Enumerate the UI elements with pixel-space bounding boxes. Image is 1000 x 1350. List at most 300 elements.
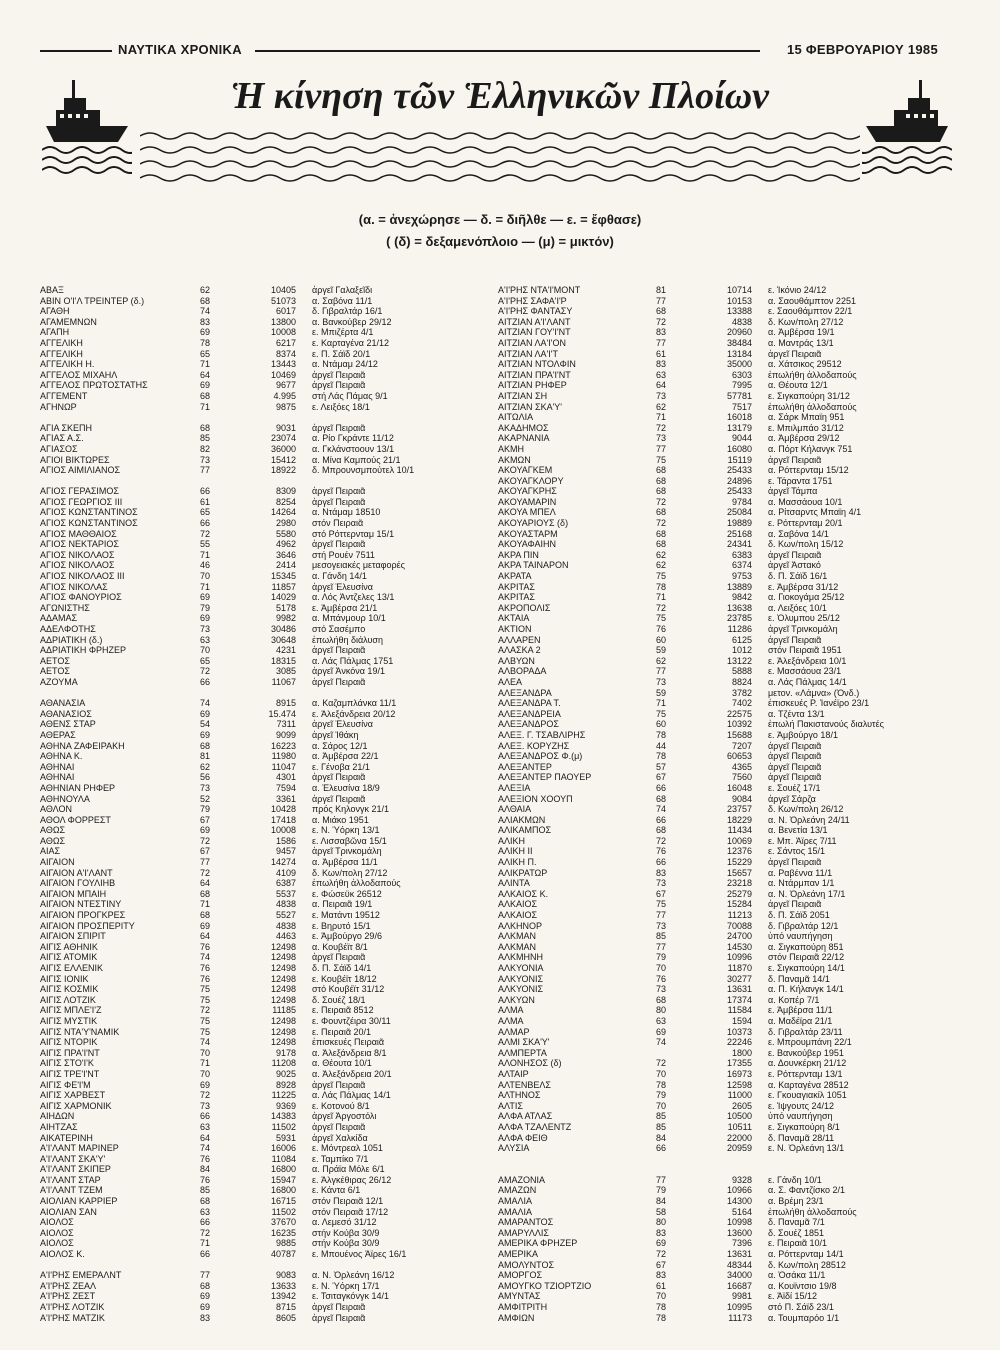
- ship-entry: [40, 815, 490, 826]
- ship-name: ΑΚΟΥΑΓΚΛΟΡΥ: [498, 475, 564, 486]
- tonnage: 12498: [270, 973, 296, 984]
- build-year: 59: [655, 645, 666, 656]
- tonnage: 30648: [270, 634, 296, 645]
- ship-name: ΑΓΙΟΣ ΝΙΚΟΛΑΣ: [40, 581, 108, 592]
- tonnage: 3361: [275, 793, 296, 804]
- ship-name: ΑΙΤΖΙΑΝ ΛΑ'Ι'ΟΝ: [498, 337, 566, 348]
- ship-status: δ. Κων/πολη 26/12: [768, 804, 844, 815]
- tonnage: 23074: [270, 433, 296, 444]
- build-year: 85: [655, 1121, 666, 1132]
- ship-entry: [40, 359, 490, 370]
- ship-entry: [40, 666, 490, 677]
- ship-name: ΑΛΙΚΑΜΠΟΣ: [498, 825, 552, 836]
- ship-name: ΑΙΓΙΣ ΕΛΛΕΝΙΚ: [40, 963, 104, 973]
- tonnage: 14029: [270, 592, 296, 603]
- ship-status: στό Ρόττερνταμ 15/1: [312, 528, 395, 539]
- ship-entry: [40, 772, 490, 783]
- ship-status: α. Λάς Πάλμας 14/1: [768, 676, 847, 687]
- ship-name: ΑΙΓΙΣ ΑΤΟΜΙΚ: [40, 952, 98, 963]
- ship-status: ἀργεῖ Τρινκομάλη: [768, 624, 838, 634]
- build-year: 75: [655, 899, 666, 910]
- build-year: 68: [655, 507, 666, 518]
- ship-name: ΑΛΤΑΙΡ: [498, 1068, 529, 1079]
- ship-name: ΑΓΩΝΙΣΤΗΣ: [40, 602, 90, 613]
- build-year: 63: [655, 1015, 666, 1026]
- ship-name: Α'Ι'ΛΑΝΤ ΣΚΙΠΕΡ: [40, 1164, 111, 1175]
- ship-entry: [498, 645, 948, 656]
- tonnage: 11857: [271, 581, 296, 592]
- tonnage: 18922: [270, 465, 296, 476]
- ship-status: α. Ἀλεξάνδρεια 20/1: [312, 1068, 392, 1079]
- ship-entry: [40, 1217, 490, 1228]
- tonnage: 9084: [731, 793, 752, 804]
- ship-entry: [40, 582, 490, 593]
- ship-status: α. Λός Ἀντζελες 13/1: [312, 592, 395, 603]
- build-year: 67: [655, 772, 666, 783]
- ship-status: ε. Πειραιᾶ 8512: [312, 1005, 374, 1016]
- ship-status: α. Δουνκέρκη 21/12: [768, 1058, 847, 1069]
- ship-status: α. Ἀμβέρσα 29/12: [768, 433, 840, 444]
- tonnage: 23757: [726, 804, 752, 815]
- tonnage: 10469: [270, 369, 296, 380]
- build-year: 80: [655, 1005, 666, 1016]
- ship-name: ΑΛΜΙ ΣΚΑ'Υ': [498, 1037, 550, 1048]
- build-year: 78: [655, 729, 666, 740]
- ship-name: ΑΛΕΞΙΟΝ ΧΟΟΥΠ: [498, 793, 573, 804]
- build-year: 81: [655, 285, 666, 295]
- tonnage: 12498: [270, 1026, 296, 1037]
- ship-entry: [498, 963, 948, 974]
- ship-entry: [40, 1111, 490, 1122]
- ship-name: ΑΙΓΙΣ ΚΟΣΜΙΚ: [40, 984, 99, 995]
- tonnage: 16080: [726, 443, 752, 454]
- ship-status: α. Ἀμβέρσα 19/1: [768, 327, 835, 338]
- build-year: 66: [655, 1143, 666, 1154]
- header-rule-left: [40, 50, 112, 52]
- ship-status: α. Ρίτσαρντς Μπαϊη 4/1: [768, 507, 862, 518]
- ship-entry: [498, 942, 948, 953]
- ship-status: α. Ν. Ὀρλεάνη 17/1: [768, 888, 846, 899]
- ship-status: στό Π. Σάϊδ 23/1: [768, 1302, 834, 1312]
- ship-name: ΑΛΚΥΩΝ: [498, 994, 535, 1005]
- build-year: 76: [655, 624, 666, 634]
- ship-name: ΑΛΕΞ. Γ. ΤΣΑΒΛΙΡΗΣ: [498, 729, 586, 740]
- ship-status: στή Λάς Πάμας 9/1: [312, 390, 388, 401]
- build-year: 70: [199, 1047, 210, 1058]
- ship-entry: [40, 1164, 490, 1175]
- ship-entry: [40, 825, 490, 836]
- ship-entry: [40, 656, 490, 667]
- ship-entry: [40, 836, 490, 847]
- ship-status: ἀργεῖ Πειραιᾶ: [768, 772, 822, 783]
- ship-status: ε. Ἀμβέρσα 21/1: [312, 602, 378, 613]
- ship-name: ΑΘΕΝΣ ΣΤΑΡ: [40, 719, 96, 730]
- build-year: 78: [655, 1079, 666, 1090]
- ship-name: ΑΜΥΝΤΑΣ: [498, 1291, 541, 1302]
- ship-name: ΑΚΑΔΗΜΟΣ: [498, 422, 549, 433]
- ship-name: ΑΘΩΣ: [40, 825, 66, 836]
- tonnage: 19889: [726, 518, 752, 529]
- ship-status: ε. Ματάντι 19512: [312, 910, 380, 921]
- tonnage: 9885: [275, 1238, 296, 1249]
- tonnage: 15.474: [268, 708, 296, 719]
- ship-name: ΑΚΡΑ ΤΑΙΝΑΡΟΝ: [498, 560, 569, 571]
- ship-status: δ. Παναμᾶ 14/1: [768, 973, 830, 984]
- ship-name: ΑΙΤΖΙΑΝ ΝΤΟΛΦΙΝ: [498, 359, 576, 370]
- ship-entry: [40, 857, 490, 868]
- ship-entry: [40, 624, 490, 635]
- ship-status: α. Λάς Πάλμας 14/1: [312, 1090, 391, 1101]
- ship-name: ΑΕΤΟΣ: [40, 655, 70, 666]
- tonnage: 14383: [270, 1111, 296, 1122]
- ship-name: ΑΓΑΜΕΜΝΩΝ: [40, 316, 97, 327]
- ship-name: Α'Ι'ΡΗΣ ΦΑΝΤΑΣΥ: [498, 306, 573, 317]
- tonnage: 17355: [726, 1058, 752, 1069]
- build-year: 72: [199, 666, 210, 677]
- tonnage: 16235: [270, 1227, 296, 1238]
- build-year: 72: [655, 518, 666, 529]
- tonnage: 1800: [731, 1047, 752, 1058]
- ship-entry: [40, 613, 490, 624]
- tonnage: 9031: [275, 422, 296, 433]
- build-year: 68: [199, 295, 210, 306]
- ship-entry: [498, 359, 948, 370]
- ship-entry: [498, 815, 948, 826]
- ship-entry: [40, 423, 490, 434]
- section-gap: [40, 688, 490, 699]
- ship-name: ΑΘΗΝΑΙ: [40, 772, 75, 783]
- ship-status: ἀργεῖ Πειραιᾶ: [312, 793, 366, 804]
- tonnage: 7207: [731, 740, 752, 751]
- tonnage: 12498: [270, 941, 296, 952]
- tonnage: 24896: [726, 475, 752, 486]
- ship-entry: [498, 444, 948, 455]
- tonnage: 11870: [727, 963, 752, 973]
- ship-status: ἀργεῖ Χαλκίδα: [312, 1132, 368, 1143]
- ship-status: ἀργεῖ Πειραιᾶ: [768, 761, 822, 772]
- ship-status: α. Μαντράς 13/1: [768, 337, 834, 348]
- ship-status: ἐπωλήθη διάλυση: [312, 634, 383, 645]
- ship-status: ε. Φουντζέιρα 30/11: [312, 1015, 391, 1026]
- tonnage: 25279: [726, 888, 752, 899]
- ship-entry: [40, 518, 490, 529]
- ship-entry: [498, 317, 948, 328]
- ship-entry: [498, 952, 948, 963]
- build-year: 61: [655, 1280, 666, 1291]
- ship-status: ἀργεῖ Ἐλευσίνα: [312, 581, 373, 592]
- ship-name: ΑΓΓΕΛΙΚΗ: [40, 348, 83, 359]
- ship-status: ὑπό ναυπήγηση: [768, 1111, 833, 1122]
- ship-entry: [40, 741, 490, 752]
- ship-status: δ. Κων/πολη 27/12: [312, 867, 388, 878]
- build-year: 70: [199, 1068, 210, 1079]
- tonnage: 25084: [726, 507, 752, 518]
- ship-status: ἀργεῖ Ἀστακό: [768, 560, 821, 571]
- ship-name: ΑΙΓΑΙΟΝ ΣΠΙΡΙΤ: [40, 931, 106, 942]
- tonnage: 10511: [727, 1121, 752, 1132]
- ship-name: ΑΛΦΑ ΦΕΙΘ: [498, 1132, 548, 1143]
- ship-name: ΑΙΟΛΟΣ Κ.: [40, 1249, 85, 1260]
- build-year: 84: [655, 1196, 666, 1207]
- ship-name: ΑΓΑΠΗ: [40, 327, 70, 338]
- tonnage: 9328: [731, 1174, 752, 1185]
- tonnage: 10373: [726, 1026, 752, 1037]
- build-year: 85: [655, 1111, 666, 1122]
- tonnage: 10998: [726, 1217, 752, 1228]
- tonnage: 18229: [726, 814, 752, 825]
- ship-entry: [40, 550, 490, 561]
- build-year: 69: [199, 380, 210, 391]
- ship-status: ε. Ν. Ὀρλεάνη 13/1: [768, 1143, 845, 1154]
- tonnage: 16715: [270, 1196, 296, 1207]
- tonnage: 4.995: [273, 390, 296, 401]
- build-year: 66: [655, 857, 666, 868]
- build-year: 68: [655, 528, 666, 539]
- build-year: 79: [655, 952, 666, 963]
- ship-entry: [40, 931, 490, 942]
- ship-name: ΑΚΤΑΙΑ: [498, 613, 530, 624]
- tonnage: 11185: [272, 1005, 296, 1016]
- ship-status: α. Μίνα Καμπούς 21/1: [312, 454, 401, 465]
- ship-entry: [498, 688, 948, 699]
- tonnage: 12498: [270, 963, 296, 973]
- build-year: 56: [199, 772, 210, 783]
- section-gap: [498, 1154, 948, 1165]
- ship-status: ε. Ἀλγκέθιρας 26/12: [312, 1174, 392, 1185]
- ship-entry: [40, 1313, 490, 1324]
- ship-name: ΑΘΗΝΟΥΛΑ: [40, 793, 90, 804]
- ship-name: ΑΘΗΝΑ ΖΑΦΕΙΡΑΚΗ: [40, 740, 125, 751]
- ship-entry: [498, 465, 948, 476]
- ship-status: δ. Σουέζ 18/1: [312, 994, 366, 1005]
- ship-status: ἀργεῖ Πειραιᾶ: [312, 952, 366, 963]
- tonnage: 16223: [270, 740, 296, 751]
- ship-entry: [498, 1069, 948, 1080]
- build-year: 66: [199, 676, 210, 687]
- ship-name: ΑΘΑΝΑΣΙΟΣ: [40, 708, 92, 719]
- tonnage: 36000: [270, 443, 296, 454]
- ship-status: ε. Μπιλμπάο 31/12: [768, 422, 844, 433]
- build-year: 72: [199, 835, 210, 846]
- ship-entry: [40, 868, 490, 879]
- build-year: 79: [655, 1185, 666, 1196]
- build-year: 83: [655, 359, 666, 370]
- ship-entry: [40, 349, 490, 360]
- ship-entry: [40, 539, 490, 550]
- ship-name: ΑΙΓΑΙΟΝ ΠΡΟΓΚΡΕΣ: [40, 910, 126, 921]
- ship-name: ΑΛΙΝΤΑ: [498, 878, 530, 889]
- tonnage: 22575: [726, 708, 752, 719]
- build-year: 59: [655, 687, 666, 698]
- tonnage: 12598: [726, 1079, 752, 1090]
- ship-entry: [40, 1122, 490, 1133]
- ship-name: ΑΙΓΙΣ ΣΤΟ'Ι'Κ: [40, 1058, 94, 1069]
- tonnage: 10153: [726, 295, 752, 306]
- ship-name: ΑΚΡΟΠΟΛΙΣ: [498, 602, 551, 613]
- tonnage: 13122: [726, 655, 752, 666]
- tonnage: 8928: [275, 1079, 296, 1090]
- tonnage: 6017: [275, 306, 296, 317]
- ship-entry: [498, 1260, 948, 1271]
- ship-status: ε. Ἀμβούργο 18/1: [768, 729, 838, 740]
- build-year: 69: [199, 920, 210, 931]
- ship-name: ΑΓΙΟΣ ΝΙΚΟΛΑΟΣ III: [40, 571, 125, 582]
- ship-name: Α'Ι'ΛΑΝΤ ΜΑΡΙΝΕΡ: [40, 1143, 119, 1154]
- tonnage: 22000: [726, 1132, 752, 1143]
- ship-entry: [498, 412, 948, 423]
- ship-status: α. Γιοκογάμα 25/12: [768, 592, 845, 603]
- ship-entry: [40, 635, 490, 646]
- ship-entry: [498, 603, 948, 614]
- tonnage: 11502: [271, 1206, 296, 1217]
- ship-name: ΑΛΜΑΡ: [498, 1026, 530, 1037]
- build-year: 61: [199, 496, 210, 507]
- ship-name: Α'Ι'ΡΗΣ ΝΤΑ'Ι'ΜΟΝΤ: [498, 285, 581, 295]
- ship-entry: [498, 836, 948, 847]
- build-year: 66: [199, 1111, 210, 1122]
- ship-name: ΑΘΕΡΑΣ: [40, 729, 76, 740]
- ship-status: α. Λεμεσό 31/12: [312, 1217, 377, 1228]
- build-year: 65: [199, 507, 210, 518]
- ship-status: ε. Κάντα 6/1: [312, 1185, 361, 1196]
- ship-status: α. Σιγκαπούρη 851: [768, 941, 844, 952]
- tonnage: 6383: [731, 549, 752, 560]
- tonnage: 4109: [275, 867, 296, 878]
- ship-entry: [40, 899, 490, 910]
- build-year: 83: [655, 327, 666, 338]
- ship-name: ΑΓΑΘΗ: [40, 306, 70, 317]
- build-year: 72: [199, 528, 210, 539]
- ship-entry: [40, 1016, 490, 1027]
- build-year: 73: [655, 433, 666, 444]
- ship-status: α. Καρταγένα 28512: [768, 1079, 849, 1090]
- build-year: 74: [199, 698, 210, 709]
- ship-name: ΑΓΙΟΣ ΝΙΚΟΛΑΟΣ: [40, 560, 115, 571]
- ship-name: ΑΜΟΛΥΝΤΟΣ: [498, 1259, 555, 1270]
- ship-entry: [40, 878, 490, 889]
- tonnage: 38484: [726, 337, 752, 348]
- ship-entry: [40, 1027, 490, 1038]
- ship-name: ΑΙΗΔΩΝ: [40, 1111, 75, 1122]
- build-year: 69: [199, 1291, 210, 1302]
- ship-entry: [40, 709, 490, 720]
- tonnage: 7402: [731, 698, 752, 709]
- ship-name: ΑΜΑΖΟΝΙΑ: [498, 1174, 546, 1185]
- ship-name: ΑΙΑΣ: [40, 846, 61, 857]
- ship-status: στό Σασέμπο: [312, 624, 366, 634]
- tonnage: 9981: [731, 1291, 752, 1302]
- tonnage: 4838: [275, 899, 296, 910]
- ship-entry: [40, 719, 490, 730]
- ship-entry: [40, 465, 490, 476]
- tonnage: 16018: [726, 412, 752, 423]
- build-year: 68: [655, 825, 666, 836]
- ship-entry: [498, 783, 948, 794]
- build-year: 84: [199, 1164, 210, 1175]
- tonnage: 20960: [726, 327, 752, 338]
- ship-status: α. Κουβέϊτ 8/1: [312, 941, 368, 952]
- ship-entry: [498, 635, 948, 646]
- ship-entry: [498, 751, 948, 762]
- tonnage: 11213: [727, 910, 752, 921]
- tonnage: 4231: [275, 645, 296, 656]
- ship-name: ΑΛΤΗΝΟΣ: [498, 1090, 541, 1101]
- ship-entry: [498, 899, 948, 910]
- tonnage: 25433: [726, 465, 752, 476]
- ship-entry: [498, 868, 948, 879]
- ship-entry: [40, 1058, 490, 1069]
- tonnage: 8374: [275, 348, 296, 359]
- ship-name: ΑΚΟΥΑΣΤΑΡΜ: [498, 528, 558, 539]
- ship-entry: [40, 497, 490, 508]
- ship-name: ΑΙΓΑΙΟΝ ΝΤΕΣΤΙΝΥ: [40, 899, 122, 910]
- ship-name: ΑΘΗΝΙΑΝ ΡΗΦΕΡ: [40, 782, 116, 793]
- ship-name: ΑΛΚΜΗΝΗ: [498, 952, 544, 963]
- build-year: 71: [199, 1058, 210, 1069]
- legend-line-1: (α. = ἀνεχώρησε — δ. = διῆλθε — ε. = ἔφθασε): [358, 212, 642, 227]
- ship-status: ἀργεῖ Πειραιᾶ: [768, 549, 822, 560]
- build-year: 44: [655, 740, 666, 751]
- ship-status: ε. Ἰψγουτς 24/12: [768, 1100, 835, 1111]
- ship-name: ΑΜΟΡΓΟΣ: [498, 1270, 543, 1281]
- ship-status: α. Σ. Φαντζίσκο 2/1: [768, 1185, 846, 1196]
- ship-entry: [40, 1005, 490, 1016]
- ship-status: ἀργεῖ Πειραιᾶ: [768, 899, 822, 910]
- ship-status: ἀργεῖ Πειραιᾶ: [312, 1312, 366, 1323]
- tonnage: 70088: [726, 920, 752, 931]
- tonnage: 4463: [275, 931, 296, 942]
- ship-entry: [498, 380, 948, 391]
- ship-status: ἀργεῖ Σάρζα: [768, 793, 816, 804]
- build-year: 68: [199, 740, 210, 751]
- build-year: 79: [199, 602, 210, 613]
- tonnage: 9842: [731, 592, 752, 603]
- ship-status: α. Κοπέρ 7/1: [768, 994, 820, 1005]
- ship-name: ΑΔΑΜΑΣ: [40, 613, 78, 624]
- tonnage: 8309: [275, 486, 296, 497]
- ship-entry: [40, 1302, 490, 1313]
- ship-name: ΑΛΦΑ ΤΖΑΛΕΝΤΖ: [498, 1121, 572, 1132]
- section-gap: [40, 412, 490, 423]
- ship-name: ΑΜΑΛΙΑ: [498, 1196, 533, 1207]
- ship-entry: [498, 1090, 948, 1101]
- ship-entry: [498, 709, 948, 720]
- build-year: 64: [199, 931, 210, 942]
- build-year: 78: [199, 337, 210, 348]
- build-year: 70: [199, 645, 210, 656]
- build-year: 72: [655, 496, 666, 507]
- tonnage: 23218: [726, 878, 752, 889]
- ship-name: ΑΙΓΙΣ ΜΠΛΕ'Ι'Ζ: [40, 1005, 102, 1016]
- ship-name: ΑΛΜΠΕΡΤΑ: [498, 1047, 547, 1058]
- right-ship-column: [498, 285, 948, 1323]
- ship-status: α. Θέουτα 10/1: [312, 1058, 372, 1069]
- ship-name: ΑΛΤΕΝΒΕΛΣ: [498, 1079, 551, 1090]
- ship-name: ΑΛΒΟΡΑΔΑ: [498, 666, 547, 677]
- ship-name: ΑΙΟΛΟΣ: [40, 1238, 74, 1249]
- tonnage: 15947: [270, 1174, 296, 1185]
- ship-status: α. Γάνδη 14/1: [312, 571, 367, 582]
- ship-name: ΑΚΟΥΑΜΑΡΙΝ: [498, 496, 557, 507]
- ship-name: ΑΛΘΑΙΑ: [498, 804, 532, 815]
- ship-entry: [498, 613, 948, 624]
- build-year: 71: [655, 412, 666, 423]
- ship-name: ΑΙΤΖΙΑΝ ΣΗ: [498, 390, 548, 401]
- ship-name: ΑΛΚΥΟΝΙΣ: [498, 984, 544, 995]
- build-year: 76: [199, 1153, 210, 1164]
- ship-entry: [498, 878, 948, 889]
- build-year: 84: [655, 1132, 666, 1143]
